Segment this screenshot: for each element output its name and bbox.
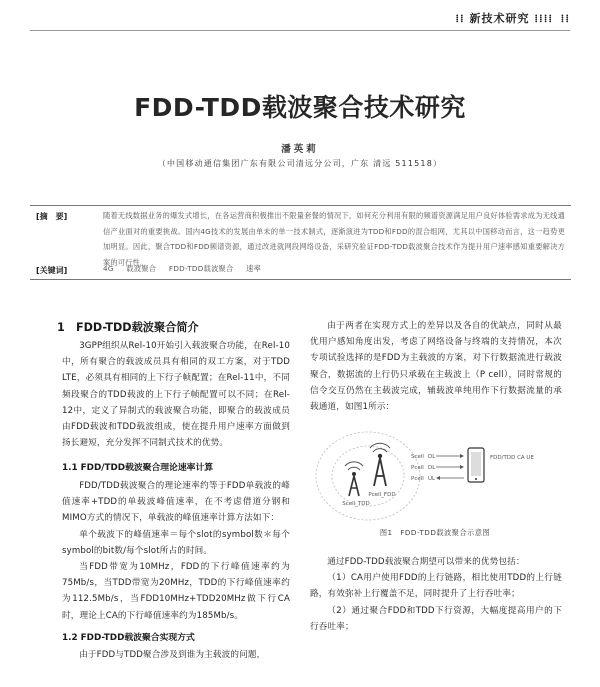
abstract-label: [摘 要]: [36, 212, 68, 221]
abstract-text: 随着无线数据业务的爆发式增长，在各运营商积极推出不限量套餐的情况下，如何充分利用有限的频谱资源满足用户良好体验需求成为无线通信产业面对的重要挑战。国内4G技术的发展由单未的单一技术制式，逐渐演进为TDD和FDD的混合组网，尤其以中国移动而言，这一趋势更加明显。因此，聚合TDD和FDD频谱资源，通过改进就网段网络设备，采研究验证FDD-TDD载波聚合技术作为提升用户速率感知重要解决方案的可行性。: [103, 211, 565, 267]
scell-label: Scell_TDD: [342, 501, 370, 507]
keywords-label: [关键词]: [36, 266, 68, 275]
paragraph: 由于FDD与TDD聚合涉及到谁为主载波的问题，: [79, 650, 266, 660]
ue-label: FDD/TDD CA UE: [490, 455, 534, 461]
author-name: 潘英莉: [281, 144, 319, 155]
link-label: DL: [428, 454, 436, 460]
column-tag-label: 新技术研究: [469, 12, 530, 25]
section-1-heading: 1 FDD-TDD载波聚合简介: [57, 321, 199, 334]
advantages-list: [310, 554, 562, 635]
phone-icon: [468, 448, 484, 482]
paragraph: 通过FDD-TDD载波聚合期望可以带来的优势包括：: [327, 557, 525, 567]
arrow-icon: [460, 465, 464, 469]
advantage-item: （2）通过聚合FDD和TDD下行资源，大幅度提高用户的下行吞吐率；: [310, 605, 562, 632]
link-label: DL: [428, 465, 436, 471]
keyword: FDD-TDD载波聚合: [168, 264, 234, 273]
paragraph: FDD/TDD载波聚合的理论速率约等于FDD单载波的峰值速率+TDD的单载波峰值速率，在不考虑借道分钢和MIMO方式的情况下，单载波的峰值速率计算方法如下：: [62, 481, 290, 524]
header-divider: [30, 30, 570, 31]
keyword: 载波聚合: [126, 264, 157, 273]
subsection-1-2-body: [62, 647, 290, 663]
carrier-links: [411, 454, 464, 482]
figure-1-caption: 图1 FDD-TDD载波聚合示意图: [379, 528, 491, 537]
link-label: Pcell: [411, 465, 424, 471]
keyword: 4G: [103, 264, 114, 273]
scell-tower-icon: [345, 462, 363, 496]
advantage-item: （1）CA用户使用FDD的上行链路，相比使用TDD的上行链路，有效弥补上行覆盖不足，同时提升了上行吞吐率；: [310, 573, 562, 600]
paragraph: 由于两者在实现方式上的差异以及各自的优缺点，同时从最优用户感知角度出发，考虑了网络设备与终端的支持情况，本次专项试验选择的是FDD为主载波的方案，对下行数据流进行载波聚合，数据流的上行仍只承载在主载波上（P cell），同时常规的信令交互仍然在主载波完成，辅载波单纯用作下行数据流量的承载通道，如图1所示：: [310, 321, 562, 413]
pcell-label: Pcell_FDD: [368, 492, 396, 498]
bars-icon: ⁞⁞: [455, 12, 465, 25]
formula: 单个载波下的峰值速率＝每个slot的symbol数＊每个symbol的bit数/每个slot所占的时间。: [62, 529, 290, 556]
subsection-1-2-heading: 1.2 FDD-TDD载波聚合实现方式: [62, 633, 195, 643]
subsection-1-1-heading: 1.1 FDD/TDD载波聚合理论速率计算: [62, 463, 214, 473]
column-tag: [455, 10, 570, 26]
bars-icon: ⁞⁞⁞⁞ ⁞⁞: [534, 12, 570, 25]
keywords: [103, 264, 271, 274]
paper-title: FDD-TDD载波聚合技术研究: [134, 93, 466, 122]
figure-1-diagram: [310, 428, 562, 523]
link-label: Pcell: [411, 476, 424, 482]
pcell-tower-icon: [370, 443, 390, 486]
link-label: Scell: [411, 454, 424, 460]
arrow-icon: [460, 454, 464, 458]
section-1-body: [62, 338, 290, 451]
arrow-icon: [436, 476, 440, 480]
paragraph: 3GPP组织从Rel-10开始引入载波聚合功能，在Rel-10中，所有聚合的载波成员具有相同的双工方案，对于TDD LTE，必须具有相同的上下行子帧配置；在Rel-11中，不同频段聚合的TDD载波的上下行子帧配置可以不同；在Rel-12中，定义了异制式的载波聚合功能，即聚合的载波成员由FDD载波和TDD载波组成，使在提升用户速率方面做到扬长避短，充分发挥不同制式技术的优势。: [62, 341, 290, 449]
link-label: UL: [428, 476, 436, 482]
right-column-intro: [310, 318, 562, 415]
subsection-1-1-body: [62, 478, 290, 624]
paragraph: 当FDD带宽为10MHz，FDD的下行峰值速率约为75Mb/s，当TDD带宽为20MHz，TDD的下行峰值速率约为112.5Mb/s，当FDD10MHz+TDD20MHz做下行CA时，理论上CA的下行峰值速率约为185Mb/s。: [62, 562, 290, 621]
keyword: 速率: [246, 264, 262, 273]
author-affiliation: （中国移动通信集团广东有限公司清远分公司，广东 清远 511518）: [157, 159, 443, 168]
